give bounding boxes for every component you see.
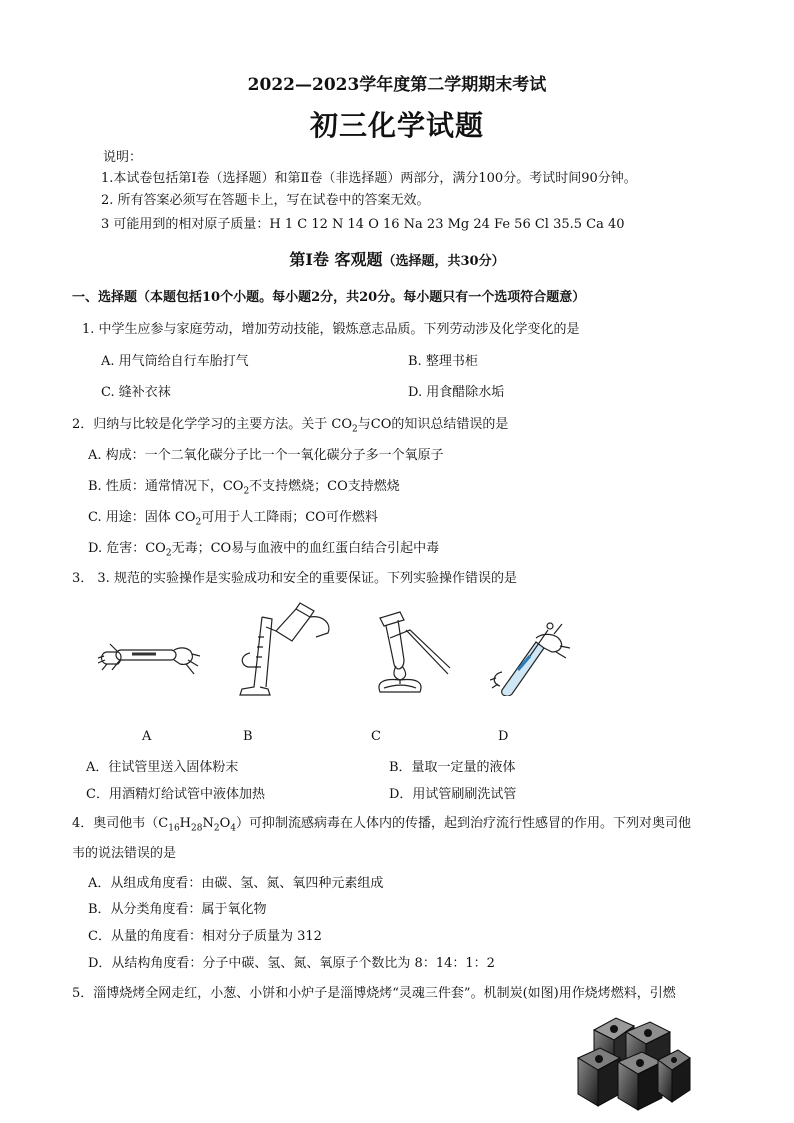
q4-h: H (179, 816, 192, 831)
part1-instruction: 一、选择题（本题包括10个小题。每小题2分，共20分。每小题只有一个选项符合题意） (72, 290, 586, 305)
q4-stem-pre: 4．奥司他韦（C (72, 816, 169, 831)
q3-stem: 3． 3. 规范的实验操作是实验成功和安全的重要保证。下列实验操作错误的是 (72, 571, 517, 586)
q4-sub-4: 4 (230, 823, 236, 834)
figure-b-graduated-cylinder (236, 597, 342, 699)
q2-c-pre: C. 用途：固体 CO (88, 510, 196, 525)
exam-title: 2022—2023学年度第二学期期末考试 (247, 75, 547, 95)
figure-d-label: D (498, 729, 509, 744)
q2-option-b (88, 475, 400, 497)
notes-heading: 说明： (103, 150, 143, 165)
q2-b-sub: 2 (243, 486, 250, 497)
q2-option-a: A. 构成：一个二氧化碳分子比一个一氧化碳分子多一个氧原子 (88, 448, 444, 463)
q2-c-post: 可用于人工降雨；CO可作燃料 (201, 510, 378, 525)
figure-c-alcohol-lamp-heating (360, 608, 456, 694)
figure-a-label: A (142, 729, 152, 744)
q4-sub-2: 2 (213, 823, 220, 834)
q1-option-c: C. 缝补衣袜 (101, 385, 171, 400)
q4-option-b: B．从分类角度看：属于氧化物 (88, 902, 267, 917)
q2-option-d (88, 537, 439, 559)
q1-option-b: B. 整理书柜 (408, 354, 478, 369)
q2-b-post: 不支持燃烧；CO支持燃烧 (249, 479, 400, 494)
figure-c-label: C (371, 729, 381, 744)
q4-o: O (219, 816, 231, 831)
q2-d-post: 无毒；CO易与血液中的血红蛋白结合引起中毒 (171, 541, 440, 556)
q1-option-a: A. 用气筒给自行车胎打气 (101, 354, 249, 369)
q2-stem (72, 413, 508, 435)
q2-b-pre: B. 性质：通常情况下，CO (88, 479, 244, 494)
q1-option-d: D. 用食醋除水垢 (408, 385, 505, 400)
figure-d-tube-brush (490, 612, 572, 696)
q4-sub-28: 28 (191, 823, 203, 834)
q1-stem: 1. 中学生应参与家庭劳动，增加劳动技能，锻炼意志品质。下列劳动涉及化学变化的是 (82, 322, 580, 337)
q2-sub: 2 (352, 424, 358, 435)
section-title-main: 第Ⅰ卷 客观题 (289, 250, 383, 269)
q3-option-a: A．往试管里送入固体粉末 (86, 760, 239, 775)
q4-option-a: A．从组成角度看：由碳、氢、氮、氧四种元素组成 (88, 876, 384, 891)
q2-d-pre: D. 危害：CO (88, 541, 166, 556)
q2-stem-post: 与CO的知识总结错误的是 (357, 417, 509, 432)
q4-option-d: D．从结构角度看：分子中碳、氢、氮、氧原子个数比为 8：14：1：2 (88, 956, 495, 971)
q2-option-c (88, 506, 378, 528)
q4-stem-line2: 韦的说法错误的是 (72, 846, 177, 861)
q3-option-d: D．用试管刷刷洗试管 (389, 787, 517, 802)
q4-option-c: C．从量的角度看：相对分子质量为 312 (88, 929, 322, 944)
figure-a-powder-into-tube (98, 630, 200, 678)
q4-stem-post: ）可抑制流感病毒在人体内的传播，起到治疗流行性感冒的作用。下列对奥司他 (235, 816, 691, 831)
section-title (0, 247, 794, 270)
q2-d-sub: 2 (165, 548, 172, 559)
q5-stem: 5．淄博烧烤全网走红，小葱、小饼和小炉子是淄博烧烤“灵魂三件套”。机制炭(如图)用作烧烤燃料，引燃 (72, 986, 676, 1001)
q3-option-c: C．用酒精灯给试管中液体加热 (86, 787, 265, 802)
q3-option-b: B．量取一定量的液体 (389, 760, 516, 775)
charcoal-briquettes-image (574, 1010, 692, 1118)
q4-stem (72, 812, 691, 834)
figure-b-label: B (243, 729, 253, 744)
note-line-2: 2. 所有答案必须写在答题卡上，写在试卷中的答案无效。 (101, 193, 430, 208)
note-line-3: 3 可能用到的相对原子质量：H 1 C 12 N 14 O 16 Na 23 Mg 24 Fe 56 Cl 35.5 Ca 40 (101, 217, 625, 232)
q4-n: N (202, 816, 214, 831)
section-title-sub: （选择题，共30分） (382, 254, 505, 269)
paper-title: 初三化学试题 (309, 109, 484, 142)
q2-c-sub: 2 (195, 517, 202, 528)
q2-stem-pre: 2．归纳与比较是化学学习的主要方法。关于 CO (72, 417, 353, 432)
note-line-1: 1.本试卷包括第Ⅰ卷（选择题）和第Ⅱ卷（非选择题）两部分，满分100分。考试时间90分钟。 (101, 171, 637, 186)
q4-sub-16: 16 (168, 823, 180, 834)
